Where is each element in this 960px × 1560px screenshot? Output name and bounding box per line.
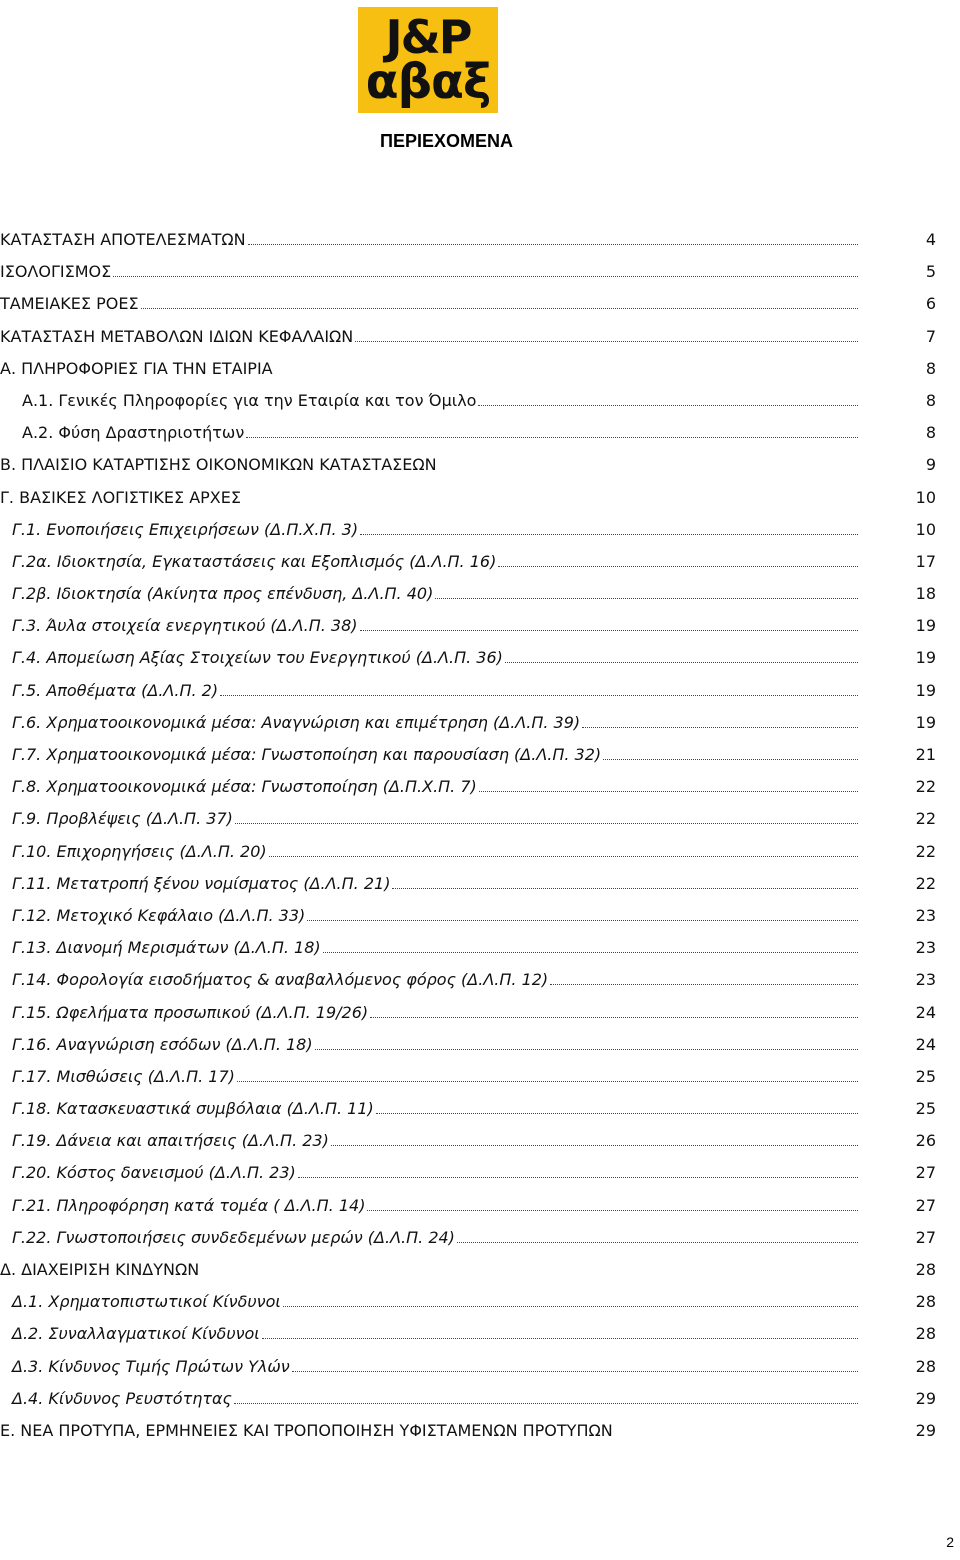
toc-entry[interactable] — [0, 423, 860, 442]
toc-entry-label: ΤΑΜΕΙΑΚΕΣ ΡΟΕΣ — [0, 294, 139, 314]
toc-row[interactable] — [0, 258, 960, 290]
toc-entry[interactable] — [0, 842, 860, 861]
toc-row[interactable] — [0, 323, 960, 355]
toc-row[interactable] — [0, 451, 960, 483]
toc-entry[interactable] — [0, 1003, 860, 1022]
toc-row[interactable] — [0, 870, 960, 902]
toc-dot-leader — [243, 502, 858, 503]
toc-entry[interactable] — [0, 294, 860, 313]
toc-page-number: 19 — [915, 680, 936, 700]
toc-dot-leader — [315, 1048, 858, 1050]
toc-entry-label: Γ.20. Κόστος δανεισμού (Δ.Λ.Π. 23) — [12, 1163, 296, 1183]
toc-page-number: 23 — [915, 970, 936, 990]
toc-page-number: 25 — [915, 1099, 936, 1119]
toc-row[interactable] — [0, 805, 960, 837]
toc-entry[interactable] — [0, 520, 860, 539]
toc-dot-leader — [201, 1274, 858, 1275]
toc-page-number: 5 — [925, 262, 936, 282]
toc-entry-label: Γ.3. Άυλα στοιχεία ενεργητικού (Δ.Λ.Π. 38) — [12, 616, 358, 636]
toc-row[interactable] — [0, 548, 960, 580]
toc-row[interactable] — [0, 1063, 960, 1095]
toc-row[interactable] — [0, 516, 960, 548]
toc-page-number: 8 — [925, 358, 936, 378]
toc-entry-label: Γ.11. Μετατροπή ξένου νομίσματος (Δ.Λ.Π. 21) — [12, 873, 391, 893]
toc-page-number: 21 — [915, 745, 936, 764]
toc-dot-leader — [237, 1080, 858, 1082]
toc-entry-label: Γ.21. Πληροφόρηση κατά τομέα ( Δ.Λ.Π. 14) — [12, 1195, 366, 1215]
toc-dot-leader — [292, 1370, 858, 1372]
toc-entry[interactable] — [0, 809, 860, 828]
toc-dot-leader — [283, 1305, 858, 1307]
toc-entry-label: Α.2. Φύση Δραστηριοτήτων — [22, 423, 245, 443]
toc-entry[interactable] — [0, 1099, 860, 1118]
toc-dot-leader — [478, 404, 858, 406]
toc-entry[interactable] — [0, 1389, 860, 1408]
toc-page-number: 22 — [915, 809, 936, 829]
toc-entry[interactable] — [0, 1163, 860, 1182]
toc-page-number: 19 — [915, 648, 936, 668]
toc-dot-leader — [307, 919, 858, 921]
toc-entry-label: Β. ΠΛΑΙΣΙΟ ΚΑΤΑΡΤΙΣΗΣ ΟΙΚΟΝΟΜΙΚΩΝ ΚΑΤΑΣΤΑΣΕΩΝ — [0, 455, 437, 475]
toc-entry[interactable] — [0, 327, 860, 346]
toc-row[interactable] — [0, 1159, 960, 1191]
toc-entry[interactable] — [0, 1035, 860, 1054]
toc-row[interactable] — [0, 387, 960, 419]
toc-dot-leader — [376, 1112, 858, 1114]
toc-dot-leader — [582, 726, 858, 728]
toc-page-number: 27 — [915, 1195, 936, 1215]
toc-entry-label: Γ.10. Επιχορηγήσεις (Δ.Λ.Π. 20) — [12, 841, 267, 861]
toc-page-number: 10 — [915, 487, 936, 507]
toc-entry[interactable] — [0, 552, 860, 571]
toc-page-number: 24 — [915, 1034, 936, 1054]
toc-page-number: 22 — [915, 873, 936, 893]
toc-row[interactable] — [0, 612, 960, 644]
toc-row[interactable] — [0, 419, 960, 451]
toc-entry-label: Γ.2β. Ιδιοκτησία (Ακίνητα προς επένδυση, Δ.Λ.Π. 40) — [12, 584, 434, 604]
toc-entry-label: Γ.13. Διανομή Μερισμάτων (Δ.Λ.Π. 18) — [12, 938, 321, 958]
toc-entry[interactable] — [0, 455, 860, 474]
toc-row[interactable] — [0, 934, 960, 966]
toc-row[interactable] — [0, 644, 960, 676]
toc-entry[interactable] — [0, 1357, 860, 1376]
toc-page-number: 28 — [915, 1356, 936, 1376]
toc-dot-leader — [367, 1209, 858, 1211]
toc-entry-label: Γ.17. Μισθώσεις (Δ.Λ.Π. 17) — [12, 1066, 235, 1086]
toc-entry-label: Γ. ΒΑΣΙΚΕΣ ΛΟΓΙΣΤΙΚΕΣ ΑΡΧΕΣ — [0, 487, 241, 507]
toc-entry[interactable] — [0, 359, 860, 378]
toc-entry-label: Δ.2. Συναλλαγματικοί Κίνδυνοι — [12, 1324, 260, 1344]
toc-row[interactable] — [0, 1320, 960, 1352]
toc-entry[interactable] — [0, 938, 860, 957]
toc-row[interactable] — [0, 1127, 960, 1159]
toc-page-number: 22 — [915, 841, 936, 861]
toc-dot-leader — [246, 436, 858, 438]
toc-dot-leader — [113, 275, 858, 277]
toc-row[interactable] — [0, 1224, 960, 1256]
toc-entry-label: Α. ΠΛΗΡΟΦΟΡΙΕΣ ΓΙΑ ΤΗΝ ΕΤΑΙΡΙΑ — [0, 358, 273, 378]
toc-entry[interactable] — [0, 1131, 860, 1150]
toc-entry-label: Γ.15. Ωφελήματα προσωπικού (Δ.Λ.Π. 19/26) — [12, 1002, 369, 1022]
toc-page-number: 28 — [915, 1260, 936, 1279]
table-of-contents — [0, 226, 960, 1449]
toc-dot-leader — [370, 1016, 858, 1018]
toc-dot-leader — [603, 758, 858, 760]
toc-row[interactable] — [0, 902, 960, 934]
toc-row[interactable] — [0, 1031, 960, 1063]
toc-dot-leader — [275, 373, 858, 374]
toc-row[interactable] — [0, 741, 960, 773]
toc-dot-leader — [298, 1176, 858, 1178]
toc-dot-leader — [439, 469, 858, 470]
toc-page-number: 23 — [915, 938, 936, 958]
toc-dot-leader — [220, 694, 858, 696]
company-logo — [358, 7, 498, 113]
toc-page-number: 24 — [915, 1002, 936, 1022]
toc-entry[interactable] — [0, 616, 860, 635]
toc-entry-label: Α.1. Γενικές Πληροφορίες για την Εταιρία και τον Όμιλο — [22, 390, 477, 410]
toc-page-number: 28 — [915, 1324, 936, 1344]
toc-entry[interactable] — [0, 1260, 860, 1279]
toc-page-number: 28 — [915, 1292, 936, 1312]
toc-page-number: 8 — [925, 423, 936, 443]
page-title: ΠΕΡΙΕΧΟΜΕΝΑ — [380, 131, 514, 151]
toc-entry[interactable] — [0, 1292, 860, 1311]
toc-entry-label: Γ.4. Απομείωση Αξίας Στοιχείων του Ενεργητικού (Δ.Λ.Π. 36) — [12, 648, 503, 668]
toc-entry-label: Γ.14. Φορολογία εισοδήματος & αναβαλλόμενος φόρος (Δ.Λ.Π. 12) — [12, 970, 549, 990]
toc-entry-label: Γ.12. Μετοχικό Κεφάλαιο (Δ.Λ.Π. 33) — [12, 905, 306, 925]
toc-entry[interactable] — [0, 1196, 860, 1215]
toc-row[interactable] — [0, 966, 960, 998]
toc-dot-leader — [360, 629, 858, 631]
toc-dot-leader — [262, 1337, 858, 1339]
toc-entry[interactable] — [0, 1324, 860, 1343]
toc-dot-leader — [479, 790, 858, 792]
toc-dot-leader — [141, 307, 858, 309]
toc-entry[interactable] — [0, 777, 860, 796]
toc-row[interactable] — [0, 355, 960, 387]
toc-dot-leader — [269, 855, 858, 857]
toc-page-number: 9 — [925, 455, 936, 475]
toc-row[interactable] — [0, 1192, 960, 1224]
toc-dot-leader — [550, 983, 858, 985]
toc-entry-label: Γ.22. Γνωστοποιήσεις συνδεδεμένων μερών (Δ.Λ.Π. 24) — [12, 1227, 455, 1247]
toc-page-number: 27 — [915, 1163, 936, 1183]
toc-entry-label: ΚΑΤΑΣΤΑΣΗ ΑΠΟΤΕΛΕΣΜΑΤΩΝ — [0, 230, 246, 249]
toc-row[interactable] — [0, 1385, 960, 1417]
toc-row[interactable] — [0, 1288, 960, 1320]
toc-entry-label: Ε. ΝΕΑ ΠΡΟΤΥΠΑ, ΕΡΜΗΝΕΙΕΣ ΚΑΙ ΤΡΟΠΟΠΟΙΗΣΗ ΥΦΙΣΤΑΜΕΝΩΝ ΠΡΟΤΥΠΩΝ — [0, 1420, 613, 1440]
toc-entry[interactable] — [0, 681, 860, 700]
toc-entry-label: Γ.16. Αναγνώριση εσόδων (Δ.Λ.Π. 18) — [12, 1034, 313, 1054]
toc-row[interactable] — [0, 484, 960, 516]
toc-dot-leader — [235, 822, 858, 824]
toc-entry[interactable] — [0, 648, 860, 667]
toc-page-number: 19 — [915, 616, 936, 636]
toc-entry-label: Γ.8. Χρηματοοικονομικά μέσα: Γνωστοποίηση (Δ.Π.Χ.Π. 7) — [12, 777, 477, 797]
toc-row[interactable] — [0, 580, 960, 612]
toc-dot-leader — [248, 243, 858, 245]
toc-dot-leader — [323, 951, 858, 953]
toc-entry[interactable] — [0, 391, 860, 410]
toc-page-number: 6 — [925, 294, 936, 314]
toc-page-number: 29 — [915, 1388, 936, 1408]
toc-entry[interactable] — [0, 906, 860, 925]
toc-entry-label: Δ.4. Κίνδυνος Ρευστότητας — [12, 1388, 232, 1408]
toc-page-number: 4 — [925, 230, 936, 249]
logo-text-top: J&P — [385, 10, 471, 64]
toc-entry-label: ΙΣΟΛΟΓΙΣΜΟΣ — [0, 262, 112, 282]
toc-row[interactable] — [0, 1095, 960, 1127]
toc-entry[interactable] — [0, 488, 860, 507]
toc-entry-label: Γ.2α. Ιδιοκτησία, Εγκαταστάσεις και Εξοπλισμός (Δ.Λ.Π. 16) — [12, 551, 497, 571]
toc-dot-leader — [355, 340, 858, 342]
toc-page-number: 29 — [915, 1420, 936, 1440]
toc-row[interactable] — [0, 709, 960, 741]
toc-page-number: 26 — [915, 1131, 936, 1151]
toc-entry-label: Γ.6. Χρηματοοικονομικά μέσα: Αναγνώριση και επιμέτρηση (Δ.Λ.Π. 39) — [12, 712, 581, 732]
toc-dot-leader — [360, 533, 858, 535]
toc-dot-leader — [505, 661, 858, 663]
toc-entry[interactable] — [0, 230, 860, 249]
toc-row[interactable] — [0, 1256, 960, 1288]
toc-page-number: 27 — [915, 1227, 936, 1247]
toc-row[interactable] — [0, 838, 960, 870]
toc-row[interactable] — [0, 226, 960, 258]
toc-entry-label: Γ.19. Δάνεια και απαιτήσεις (Δ.Λ.Π. 23) — [12, 1131, 329, 1151]
toc-page-number: 22 — [915, 777, 936, 797]
toc-dot-leader — [457, 1241, 858, 1243]
toc-entry[interactable] — [0, 745, 860, 764]
toc-row[interactable] — [0, 1417, 960, 1449]
toc-page-number: 10 — [915, 519, 936, 539]
toc-entry[interactable] — [0, 1067, 860, 1086]
toc-entry-label: Γ.1. Ενοποιήσεις Επιχειρήσεων (Δ.Π.Χ.Π. 3) — [12, 519, 359, 539]
toc-dot-leader — [435, 597, 858, 599]
toc-dot-leader — [498, 565, 858, 567]
toc-dot-leader — [615, 1435, 858, 1436]
toc-page-number: 19 — [915, 712, 936, 732]
toc-entry[interactable] — [0, 262, 860, 281]
toc-entry[interactable] — [0, 1421, 860, 1440]
toc-page-number: 23 — [915, 905, 936, 925]
toc-row[interactable] — [0, 677, 960, 709]
toc-entry-label: Δ. ΔΙΑΧΕΙΡΙΣΗ ΚΙΝΔΥΝΩΝ — [0, 1260, 200, 1279]
toc-page-number: 25 — [915, 1066, 936, 1086]
toc-page-number: 8 — [925, 390, 936, 410]
toc-entry-label: Δ.3. Κίνδυνος Τιμής Πρώτων Υλών — [12, 1356, 290, 1376]
toc-page-number: 18 — [915, 584, 936, 604]
toc-page-number: 17 — [915, 551, 936, 571]
toc-entry[interactable] — [0, 584, 860, 603]
toc-entry[interactable] — [0, 874, 860, 893]
toc-entry-label: Δ.1. Χρηματοπιστωτικοί Κίνδυνοι — [12, 1292, 281, 1312]
toc-row[interactable] — [0, 1353, 960, 1385]
toc-entry[interactable] — [0, 1228, 860, 1247]
toc-entry-label: Γ.7. Χρηματοοικονομικά μέσα: Γνωστοποίηση και παρουσίαση (Δ.Λ.Π. 32) — [12, 745, 602, 764]
toc-row[interactable] — [0, 290, 960, 322]
toc-row[interactable] — [0, 773, 960, 805]
toc-dot-leader — [392, 887, 858, 889]
toc-entry-label: Γ.18. Κατασκευαστικά συμβόλαια (Δ.Λ.Π. 11) — [12, 1099, 374, 1119]
page-number: 2 — [946, 1534, 954, 1550]
toc-entry[interactable] — [0, 970, 860, 989]
toc-entry-label: ΚΑΤΑΣΤΑΣΗ ΜΕΤΑΒΟΛΩΝ ΙΔΙΩΝ ΚΕΦΑΛΑΙΩΝ — [0, 326, 354, 346]
toc-page-number: 7 — [925, 326, 936, 346]
toc-entry-label: Γ.9. Προβλέψεις (Δ.Λ.Π. 37) — [12, 809, 233, 829]
logo-text-bottom: αβαξ — [365, 54, 491, 110]
toc-dot-leader — [234, 1402, 858, 1404]
toc-entry-label: Γ.5. Αποθέματα (Δ.Λ.Π. 2) — [12, 680, 219, 700]
toc-dot-leader — [331, 1144, 858, 1146]
toc-row[interactable] — [0, 999, 960, 1031]
toc-entry[interactable] — [0, 713, 860, 732]
